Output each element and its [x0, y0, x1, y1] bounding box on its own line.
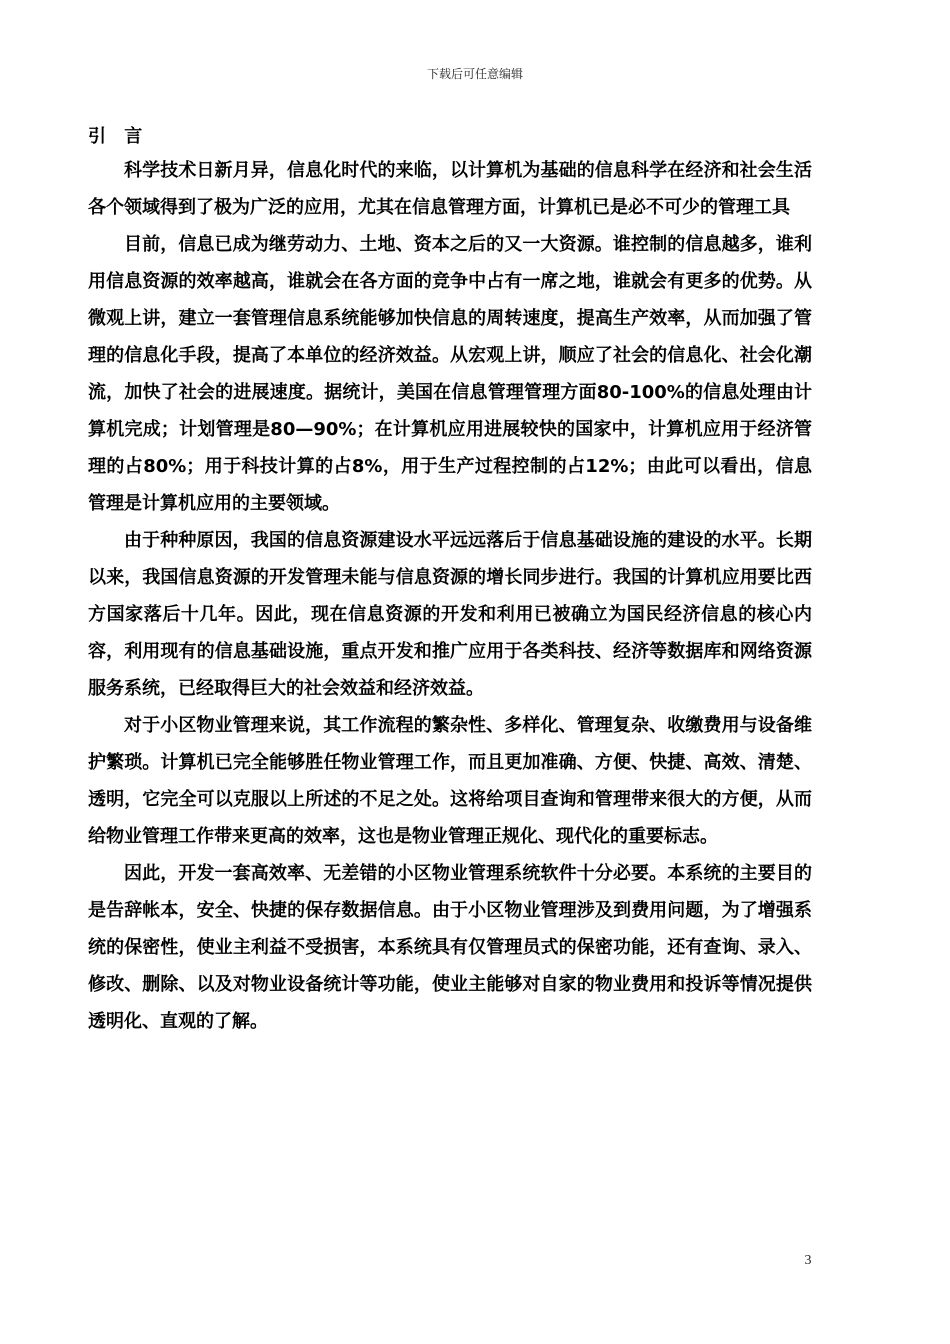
paragraph-5: 因此，开发一套高效率、无差错的小区物业管理系统软件十分必要。本系统的主要目的是告辞帐本，安全、快捷的保存数据信息。由于小区物业管理涉及到费用问题，为了增强系统的保密性，使业主利益不受损害，本系统具有仅管理员式的保密功能，还有查询、录入、修改、删除、以及对物业设备统计等功能，使业主能够对自家的物业费用和投诉等情况提供透明化、直观的了解。 — [88, 863, 812, 1032]
header-note: 下载后可任意编辑 — [426, 67, 523, 81]
paragraph-3: 由于种种原因，我国的信息资源建设水平远远落后于信息基础设施的建设的水平。长期以来，我国信息资源的开发管理未能与信息资源的增长同步进行。我国的计算机应用要比西方国家落后十几年。因此，现在信息资源的开发和利用已被确立为国民经济信息的核心内容，利用现有的信息基础设施，重点开发和推广应用于各类科技、经济等数据库和网络资源服务系统，已经取得巨大的社会效益和经济效益。 — [88, 530, 812, 699]
document-body — [88, 124, 812, 1040]
section-title: 引 言 — [88, 126, 149, 147]
paragraph-2: 目前，信息已成为继劳动力、土地、资本之后的又一大资源。谁控制的信息越多，谁利用信息资源的效率越高，谁就会在各方面的竞争中占有一席之地，谁就会有更多的优势。从微观上讲，建立一套管理信息系统能够加快信息的周转速度，提高生产效率，从而加强了管理的信息化手段，提高了本单位的经济效益。从宏观上讲，顺应了社会的信息化、社会化潮流，加快了社会的进展速度。据统计，美国在信息管理管理方面80-100%的信息处理由计算机完成；计划管理是80—90%；在计算机应用进展较快的国家中，计算机应用于经济管理的占80%；用于科技计算的占8%，用于生产过程控制的占12%；由此可以看出，信息管理是计算机应用的主要领域。 — [88, 234, 812, 514]
page-number: 3 — [804, 1253, 812, 1268]
paragraph-4: 对于小区物业管理来说，其工作流程的繁杂性、多样化、管理复杂、收缴费用与设备维护繁琐。计算机已完全能够胜任物业管理工作，而且更加准确、方便、快捷、高效、清楚、透明，它完全可以克服以上所述的不足之处。这将给项目查询和管理带来很大的方便，从而给物业管理工作带来更高的效率，这也是物业管理正规化、现代化的重要标志。 — [88, 715, 812, 847]
paragraph-1: 科学技术日新月异，信息化时代的来临，以计算机为基础的信息科学在经济和社会生活各个领域得到了极为广泛的应用，尤其在信息管理方面，计算机已是必不可少的管理工具 — [88, 160, 812, 218]
